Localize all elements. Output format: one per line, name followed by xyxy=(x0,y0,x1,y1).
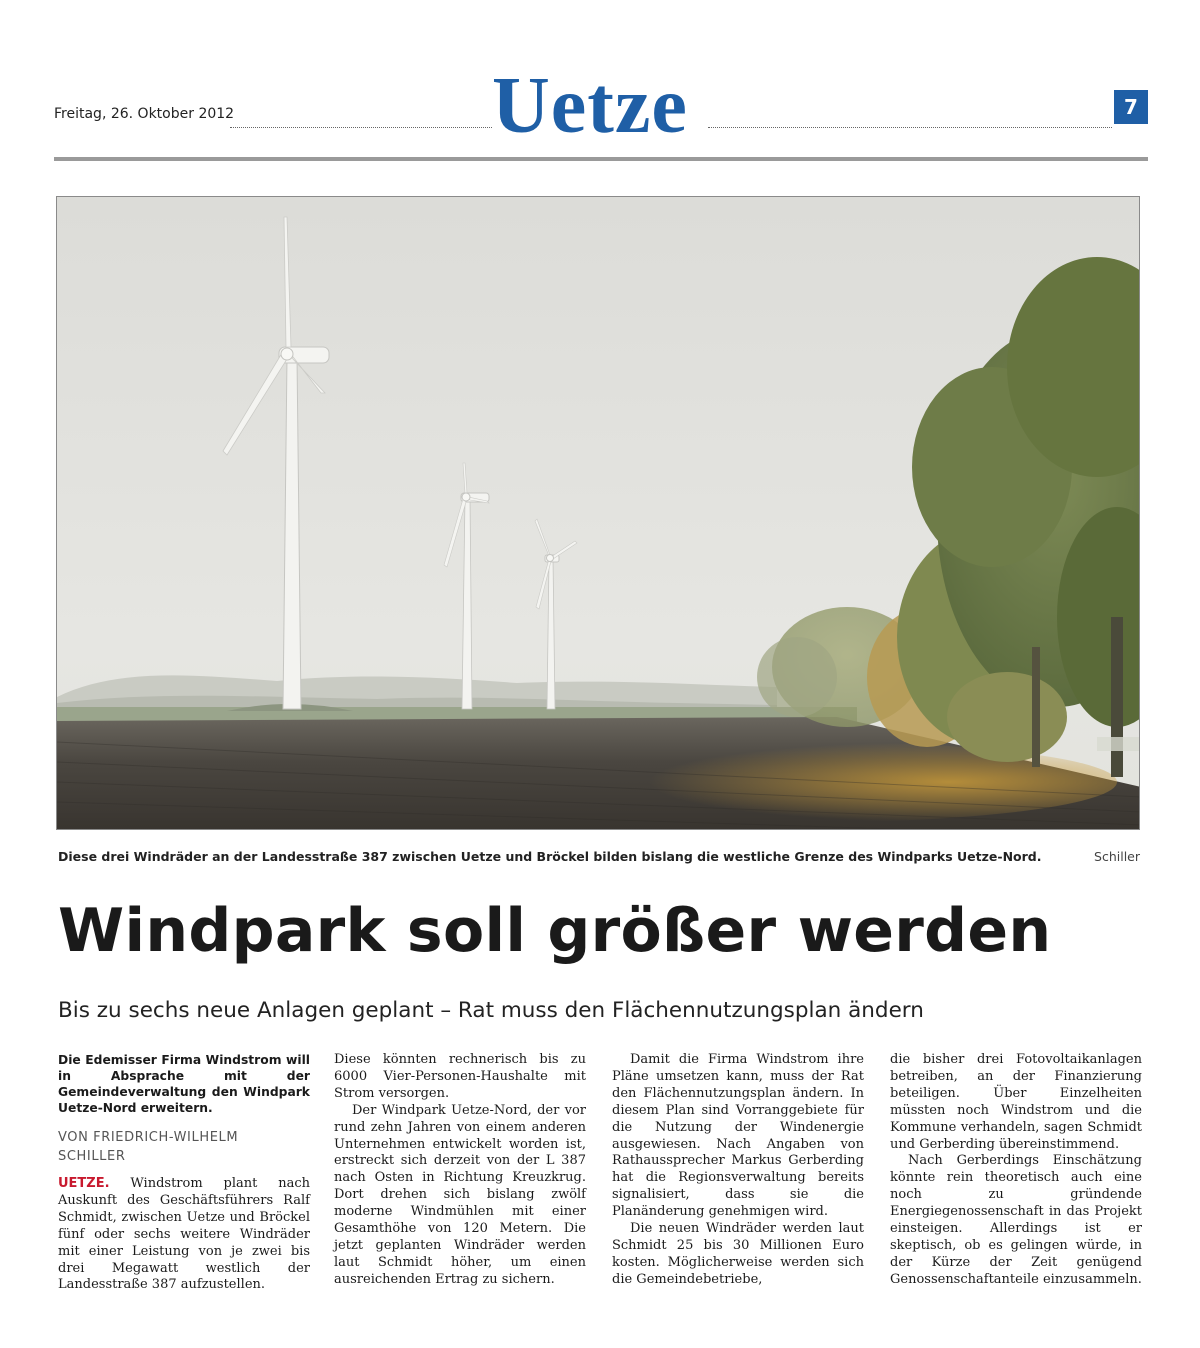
dateline: UETZE. xyxy=(58,1176,110,1191)
masthead-dotted-rule-left xyxy=(230,127,492,128)
byline: VON FRIEDRICH-WILHELM SCHILLER xyxy=(58,1130,239,1164)
masthead-dotted-rule-right xyxy=(708,127,1112,128)
article-paragraph: Nach Gerberdings Einschätzung könnte rein theoretisch auch eine noch zu gründende Energiegenossenschaft in das Projekt einsteigen. Allerdings ist er skeptisch, ob es gelingen würde, in der Kürze der Zeit genügend Genossenschaftanteile einzusammeln. xyxy=(890,1153,1142,1287)
article-paragraph: Die neuen Windräder werden laut Schmidt 25 bis 30 Millionen Euro kosten. Möglicherweise werden sich die Gemeindebetriebe, xyxy=(612,1221,864,1287)
article-column-4 xyxy=(890,1052,1142,1289)
article-photo xyxy=(56,196,1140,830)
article-column-3 xyxy=(612,1052,864,1289)
article-paragraph: Damit die Firma Windstrom ihre Pläne umsetzen kann, muss der Rat den Flächennutzungsplan ändern. In diesem Plan sind Vorranggebiete für die Nutzung der Windenergie ausgewiesen. Nach Angaben von Rathaussprecher Markus Gerberding hat die Regionsverwaltung bereits signalisiert, dass sie die Planänderung genehmigen wird. xyxy=(612,1052,864,1220)
subheadline: Bis zu sechs neue Anlagen geplant – Rat muss den Flächennutzungsplan ändern xyxy=(58,998,924,1023)
article-paragraph: die bisher drei Fotovoltaikanlagen betreiben, an der Finanzierung beteiligen. Über Einzelheiten müssten noch Windstrom und die Kommune verhandeln, sagen Schmidt und Gerberding übereinstimmend. xyxy=(890,1052,1142,1152)
article-paragraph: Diese könnten rechnerisch bis zu 6000 Vier-Personen-Haushalte mit Strom versorgen. xyxy=(334,1052,586,1101)
article-lede: Die Edemisser Firma Windstrom will in Absprache mit der Gemeindeverwaltung den Windpark Uetze-Nord erweitern. xyxy=(58,1053,310,1115)
article-column-2 xyxy=(334,1052,586,1289)
article-paragraph xyxy=(58,1176,310,1294)
photo-credit: Schiller xyxy=(1094,849,1140,864)
section-title: Uetze xyxy=(492,62,688,150)
paragraph-text: Windstrom plant nach Auskunft des Geschäftsführers Ralf Schmidt, zwischen Uetze und Bröckel fünf oder sechs weitere Windräder mit einer Leistung von je zwei bis drei Megawatt westlich der Landesstraße 387 aufzustellen. xyxy=(58,1176,310,1293)
article-column-1 xyxy=(58,1052,310,1294)
headline: Windpark soll größer werden xyxy=(58,896,1052,966)
photo-caption: Diese drei Windräder an der Landesstraße 387 zwischen Uetze und Bröckel bilden bislang die westliche Grenze des Windparks Uetze-Nord. xyxy=(58,849,1042,864)
article-paragraph: Der Windpark Uetze-Nord, der vor rund zehn Jahren von einem anderen Unternehmen entwickelt worden ist, erstreckt sich derzeit von der L 387 nach Osten in Richtung Kreuzkrug. Dort drehen sich bislang zwölf moderne Windmühlen mit einer Gesamthöhe von 120 Metern. Die jetzt geplanten Windräder werden laut Schmidt höher, um einen ausreichenden Ertrag zu sichern. xyxy=(334,1102,586,1287)
page-number: 7 xyxy=(1114,90,1148,124)
issue-date: Freitag, 26. Oktober 2012 xyxy=(54,106,235,122)
masthead-divider xyxy=(54,157,1148,161)
wind-turbines-photo xyxy=(57,197,1140,830)
